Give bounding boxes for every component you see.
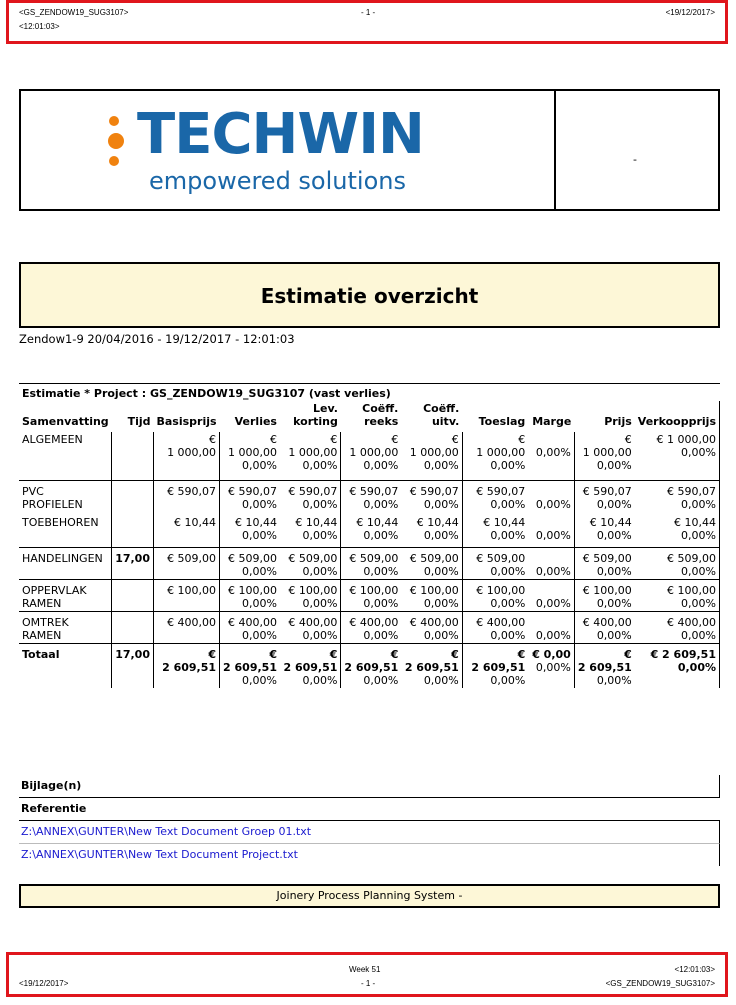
- row-label: RAMEN: [22, 629, 62, 642]
- cell-pct: 0,00%: [363, 459, 399, 472]
- cell-value: € 509,00: [228, 552, 277, 565]
- cell-value: 2 609,51: [577, 661, 632, 674]
- cell-value: € 100,00: [153, 580, 219, 612]
- cell-pct: 0,00%: [490, 629, 526, 642]
- cell-value: 2 609,51: [162, 661, 217, 674]
- cell-tijd: 17,00: [112, 644, 154, 689]
- cell-pct: 0,00%: [302, 597, 338, 610]
- cell-euro: €: [391, 433, 399, 446]
- footer-bar: Joinery Process Planning System -: [19, 884, 720, 908]
- cell-value: € 2 609,51: [650, 648, 716, 661]
- cell-value: € 1 000,00: [656, 433, 716, 446]
- cell-value: € 10,44: [295, 516, 338, 529]
- cell-value: € 400,00: [667, 616, 716, 629]
- cell-value: € 10,44: [589, 516, 632, 529]
- cell-value: 2 609,51: [404, 661, 459, 674]
- cell-value: 1 000,00: [288, 446, 338, 459]
- cell-pct: 0,00%: [535, 529, 571, 542]
- cell-pct: 0,00%: [363, 498, 399, 511]
- table-caption: Estimatie * Project : GS_ZENDOW19_SUG3107 (vast verlies): [19, 384, 720, 402]
- cell-pct: 0,00%: [423, 529, 459, 542]
- cell-pct: 0,00%: [363, 597, 399, 610]
- cell-value: € 509,00: [349, 552, 399, 565]
- title-box: [19, 262, 720, 328]
- cell-value: € 590,07: [409, 485, 459, 498]
- col-lev-line1: Lev.: [312, 402, 338, 415]
- row-label: PROFIELEN: [22, 498, 83, 511]
- col-toeslag: Toeslag: [478, 415, 526, 428]
- table-row: [19, 548, 720, 580]
- attachments-section: [19, 775, 720, 866]
- col-couitv-line1: Coëff.: [423, 402, 460, 415]
- row-label: Totaal: [22, 648, 60, 661]
- attachment-link[interactable]: Z:\ANNEX\GUNTER\New Text Document Groep 01.txt: [19, 821, 720, 844]
- col-coeff-reeks: [341, 401, 401, 432]
- col-lev-line2: korting: [293, 415, 338, 428]
- page-footer: [6, 952, 728, 997]
- cell-euro: €: [624, 433, 632, 446]
- cell-pct: 0,00%: [490, 674, 526, 687]
- cell-euro: €: [329, 648, 338, 661]
- footer-date: <19/12/2017>: [19, 979, 69, 988]
- logo-divider: [554, 91, 556, 209]
- cell-pct: 0,00%: [363, 629, 399, 642]
- page-title: Estimatie overzicht: [260, 284, 479, 308]
- page-header: [6, 0, 728, 44]
- cell-pct: 0,00%: [302, 529, 338, 542]
- logo-tagline: empowered solutions: [149, 167, 406, 195]
- cell-pct: 0,00%: [681, 629, 716, 642]
- cell-euro: €: [451, 648, 459, 661]
- cell-euro: €: [451, 433, 459, 446]
- table-row: [19, 580, 720, 612]
- cell-value: € 400,00: [349, 616, 399, 629]
- cell-value: € 100,00: [582, 584, 632, 597]
- cell-pct: 0,00%: [302, 459, 338, 472]
- cell-value: € 400,00: [476, 616, 526, 629]
- estimate-table: [19, 383, 720, 688]
- cell-value: 1 000,00: [228, 446, 277, 459]
- logo-right-cell: -: [633, 153, 637, 166]
- cell-value: € 590,07: [667, 485, 716, 498]
- cell-value: € 10,44: [153, 512, 219, 548]
- cell-euro: €: [208, 648, 217, 661]
- cell-pct: 0,00%: [242, 498, 277, 511]
- cell-euro: €: [624, 648, 632, 661]
- row-label: PVC: [22, 485, 44, 498]
- col-marge: Marge: [532, 415, 572, 428]
- col-lev-korting: [280, 401, 341, 432]
- cell-pct: 0,00%: [535, 446, 571, 459]
- cell-pct: 0,00%: [596, 459, 632, 472]
- cell-pct: 0,00%: [423, 498, 459, 511]
- cell-value: € 400,00: [288, 616, 338, 629]
- table-row: [19, 481, 720, 513]
- cell-euro: €: [269, 648, 277, 661]
- cell-euro: €: [209, 433, 217, 446]
- cell-pct: 0,00%: [535, 661, 571, 674]
- cell-pct: 0,00%: [242, 629, 277, 642]
- cell-value: 1 000,00: [349, 446, 399, 459]
- table-row: [19, 612, 720, 644]
- attachments-label: Bijlage(n): [19, 775, 720, 798]
- cell-value: € 100,00: [409, 584, 459, 597]
- table-total-row: [19, 644, 720, 689]
- cell-pct: 0,00%: [423, 674, 459, 687]
- header-time: <12:01:03>: [19, 22, 60, 31]
- cell-pct: 0,00%: [490, 459, 526, 472]
- cell-value: € 100,00: [288, 584, 338, 597]
- cell-value: 2 609,51: [344, 661, 399, 674]
- cell-pct: 0,00%: [596, 629, 632, 642]
- techwin-logo: [105, 101, 465, 201]
- cell-pct: 0,00%: [490, 529, 526, 542]
- cell-pct: 0,00%: [681, 498, 716, 511]
- cell-euro: €: [518, 433, 526, 446]
- cell-pct: 0,00%: [596, 674, 632, 687]
- cell-value: € 100,00: [476, 584, 526, 597]
- cell-value: € 590,07: [228, 485, 277, 498]
- cell-value: € 590,07: [288, 485, 338, 498]
- cell-pct: 0,00%: [302, 565, 338, 578]
- footer-page-number: - 1 -: [361, 979, 376, 988]
- cell-value: € 10,44: [356, 516, 399, 529]
- cell-pct: 0,00%: [302, 674, 338, 687]
- cell-value: € 100,00: [349, 584, 399, 597]
- col-samenvatting: Samenvatting: [22, 415, 109, 428]
- cell-pct: 0,00%: [423, 459, 459, 472]
- cell-value: 1 000,00: [476, 446, 526, 459]
- page-subtitle: Zendow1-9 20/04/2016 - 19/12/2017 - 12:01:03: [19, 332, 295, 346]
- cell-pct: 0,00%: [363, 529, 399, 542]
- cell-value: € 400,00: [153, 612, 219, 644]
- cell-value: 2 609,51: [283, 661, 338, 674]
- table-row: [19, 512, 720, 548]
- cell-value: € 10,44: [234, 516, 277, 529]
- cell-pct: 0,00%: [681, 597, 716, 610]
- col-coreeks-line1: Coëff.: [362, 402, 399, 415]
- cell-value: 1 000,00: [582, 446, 632, 459]
- logo-box: [19, 89, 720, 211]
- cell-pct: 0,00%: [490, 498, 526, 511]
- cell-value: € 100,00: [228, 584, 277, 597]
- row-label: OMTREK: [22, 616, 69, 629]
- cell-pct: 0,00%: [242, 459, 277, 472]
- table-row: [19, 432, 720, 481]
- row-label: TOEBEHOREN: [19, 512, 112, 548]
- cell-value: € 10,44: [416, 516, 459, 529]
- logo-dots-icon: [105, 115, 131, 175]
- col-basisprijs: Basisprijs: [156, 415, 217, 428]
- cell-value: € 509,00: [288, 552, 338, 565]
- cell-value: 2 609,51: [223, 661, 277, 674]
- cell-pct: 0,00%: [535, 629, 571, 642]
- cell-value: € 10,44: [674, 516, 716, 529]
- col-coeff-uitv: [401, 401, 462, 432]
- header-doc-id: <GS_ZENDOW19_SUG3107>: [19, 8, 129, 17]
- cell-pct: 0,00%: [242, 565, 277, 578]
- cell-value: 1 000,00: [409, 446, 459, 459]
- row-label: OPPERVLAK: [22, 584, 87, 597]
- cell-pct: 0,00%: [302, 498, 338, 511]
- cell-pct: 0,00%: [596, 498, 632, 511]
- cell-pct: 0,00%: [423, 629, 459, 642]
- cell-value: € 590,07: [153, 481, 219, 513]
- cell-pct: 0,00%: [596, 597, 632, 610]
- cell-pct: 0,00%: [535, 597, 571, 610]
- cell-pct: 0,00%: [490, 597, 526, 610]
- cell-value: € 0,00: [532, 648, 571, 661]
- header-page-number: - 1 -: [361, 8, 376, 17]
- cell-pct: 0,00%: [681, 529, 716, 542]
- attachment-link[interactable]: Z:\ANNEX\GUNTER\New Text Document Project.txt: [19, 844, 720, 866]
- cell-pct: 0,00%: [302, 629, 338, 642]
- cell-value: € 509,00: [409, 552, 459, 565]
- col-prijs: Prijs: [604, 415, 632, 428]
- cell-pct: 0,00%: [363, 674, 399, 687]
- cell-value: € 509,00: [582, 552, 632, 565]
- cell-pct: 0,00%: [596, 529, 632, 542]
- cell-value: € 509,00: [476, 552, 526, 565]
- cell-pct: 0,00%: [677, 661, 716, 674]
- footer-time: <12:01:03>: [674, 965, 715, 974]
- cell-pct: 0,00%: [490, 565, 526, 578]
- row-label: ALGEMEEN: [19, 432, 112, 481]
- cell-euro: €: [330, 433, 338, 446]
- cell-value: € 100,00: [667, 584, 716, 597]
- cell-value: € 400,00: [228, 616, 277, 629]
- cell-value: € 590,07: [582, 485, 632, 498]
- cell-pct: 0,00%: [681, 446, 716, 459]
- cell-value: 1 000,00: [167, 446, 217, 459]
- col-tijd: Tijd: [127, 415, 151, 428]
- footer-doc-id: <GS_ZENDOW19_SUG3107>: [605, 979, 715, 988]
- footer-week: Week 51: [349, 965, 381, 974]
- cell-pct: 0,00%: [423, 565, 459, 578]
- cell-value: 2 609,51: [471, 661, 526, 674]
- cell-tijd: 17,00: [112, 548, 154, 580]
- cell-value: € 509,00: [153, 548, 219, 580]
- cell-euro: €: [517, 648, 526, 661]
- col-verlies: Verlies: [234, 415, 277, 428]
- cell-pct: 0,00%: [423, 597, 459, 610]
- cell-value: € 590,07: [476, 485, 526, 498]
- reference-label: Referentie: [19, 798, 720, 821]
- col-couitv-line2: uitv.: [431, 415, 460, 428]
- row-label: RAMEN: [22, 597, 62, 610]
- cell-pct: 0,00%: [242, 597, 277, 610]
- cell-value: € 590,07: [349, 485, 399, 498]
- cell-euro: €: [390, 648, 399, 661]
- cell-pct: 0,00%: [242, 674, 277, 687]
- row-label: HANDELINGEN: [19, 548, 112, 580]
- header-date: <19/12/2017>: [665, 8, 715, 17]
- cell-pct: 0,00%: [681, 565, 716, 578]
- logo-brand: TECHWIN: [137, 102, 424, 167]
- cell-value: € 400,00: [582, 616, 632, 629]
- cell-pct: 0,00%: [535, 565, 571, 578]
- col-verkoopprijs: Verkoopprijs: [635, 401, 720, 432]
- col-coreeks-line2: reeks: [364, 415, 399, 428]
- cell-euro: €: [269, 433, 277, 446]
- cell-pct: 0,00%: [242, 529, 277, 542]
- cell-value: € 400,00: [409, 616, 459, 629]
- cell-pct: 0,00%: [596, 565, 632, 578]
- cell-pct: 0,00%: [363, 565, 399, 578]
- cell-value: € 10,44: [483, 516, 526, 529]
- cell-pct: 0,00%: [535, 498, 571, 511]
- cell-value: € 509,00: [667, 552, 716, 565]
